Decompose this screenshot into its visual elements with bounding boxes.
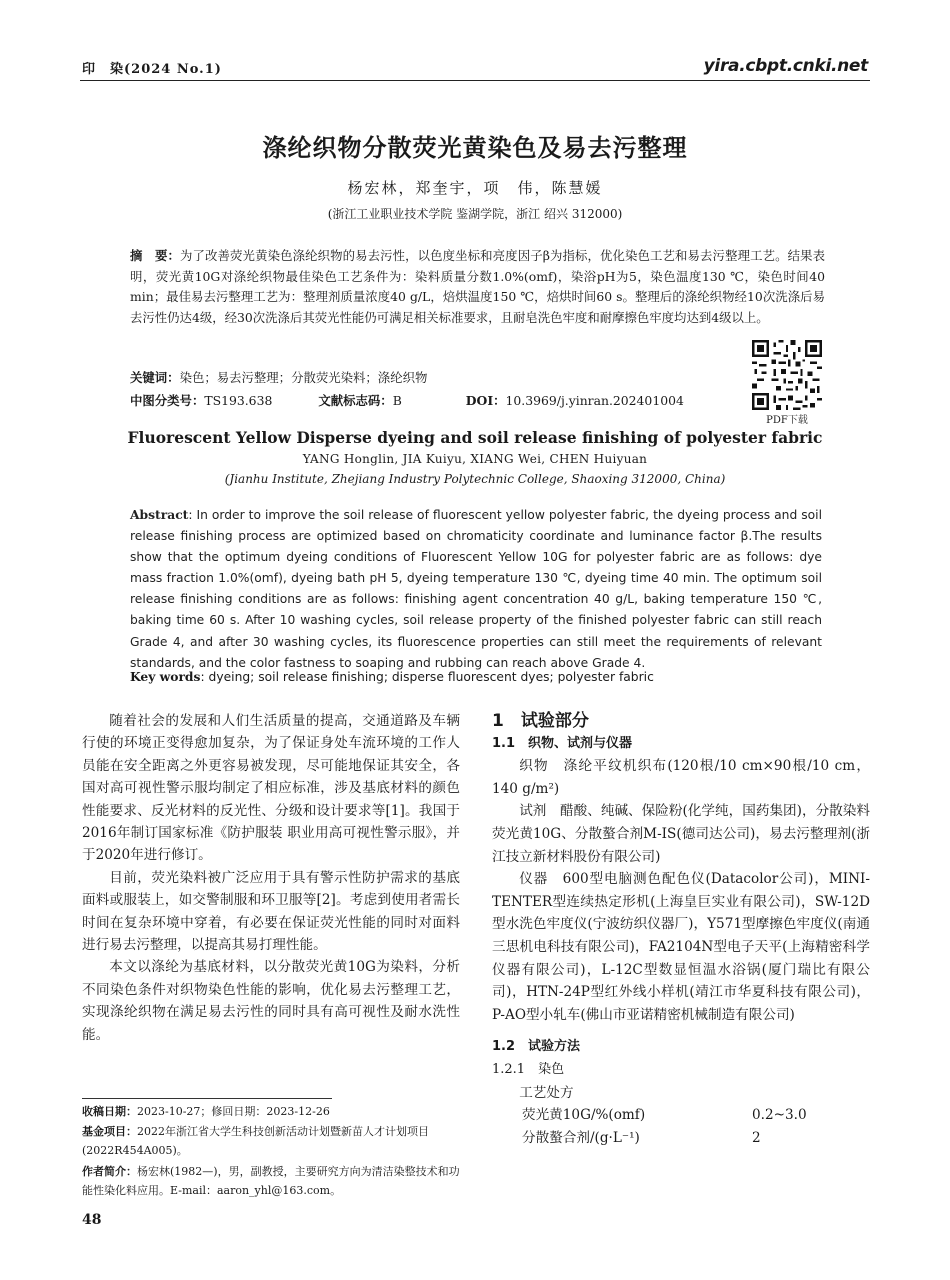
- english-affiliation: (Jianhu Institute, Zhejiang Industry Polytechnic College, Shaoxing 312000, China): [224, 472, 726, 486]
- author-bio-text: 杨宏林(1982—)，男，副教授，主要研究方向为清洁染整技术和功能性染化料应用。E-mail：aaron_yhl@163.com。: [82, 1165, 460, 1197]
- footnote-author: [82, 1162, 462, 1200]
- english-title: Fluorescent Yellow Disperse dyeing and soil release finishing of polyester fabric: [127, 428, 823, 447]
- received-label: 收稿日期：: [82, 1105, 137, 1118]
- subsubsection-heading: 1.2.1 染色: [492, 1061, 565, 1077]
- qr-code-icon[interactable]: [752, 340, 822, 410]
- recipe-row: [492, 1127, 870, 1150]
- received-text: 2023-10-27；修回日期：2023-12-26: [137, 1105, 330, 1118]
- affiliation: (浙江工业职业技术学院 鉴湖学院，浙江 绍兴 312000): [327, 207, 623, 221]
- recipe-value: 0.2~3.0: [752, 1107, 807, 1124]
- recipe-item: 荧光黄10G/%(omf): [522, 1107, 646, 1124]
- fund-label: 基金项目：: [82, 1125, 137, 1138]
- doc-code-label: 文献标志码：: [318, 393, 393, 408]
- author-bio-label: 作者简介：: [82, 1165, 137, 1178]
- recipe-item: 分散螯合剂/(g·L⁻¹): [522, 1129, 640, 1146]
- abstract-en-text: : In order to improve the soil release of fluorescent yellow polyester fabric, the dyeing process and soil release finishing process are optimized based on chromaticity coordinate and luminance factor β.The results show that the optimum dyeing conditions of Fluorescent Yellow 10G for polyester fabric are as follows: dye mass fraction 1.0%(omf), dyeing bath pH 5, dyeing temperature 130 ℃, dyeing time 40 min. The optimum soil release finishing conditions are as follows: finishing agent concentration 40 g/L, baking temperature 150 ℃, baking time 60 s. After 10 washing cycles, soil release property of the finished polyester fabric can still reach Grade 4, and after 30 washing cycles, its fluorescence properties can still meet the requirements of relevant standards, and the color fastness to soaping and rubbing can reach above Grade 4.: [130, 508, 822, 670]
- subsection-heading: 1.1 织物、试剂与仪器: [492, 735, 633, 751]
- methods-column: [492, 710, 870, 1149]
- footnote-received: [82, 1102, 462, 1121]
- clc-value: TS193.638: [204, 393, 273, 408]
- abstract-en-label: Abstract: [130, 507, 189, 522]
- keywords-zh-text: 染色；易去污整理；分散荧光染料；涤纶织物: [179, 370, 428, 385]
- fund-text: 2022年浙江省大学生科技创新活动计划暨新苗人才计划项目(2022R454A005)。: [82, 1125, 429, 1157]
- intro-paragraph: 目前，荧光染料被广泛应用于具有警示性防护需求的基底面料或服装上，如交警制服和环卫服等[2]。考虑到使用者需长时间在复杂环境中穿着，有必要在保证荧光性能的同时对面料进行易去污整理，以提高其易打理性能。: [82, 869, 460, 954]
- recipe-value: 2: [752, 1129, 761, 1146]
- abstract-en: [130, 504, 822, 674]
- journal-site[interactable]: yira.cbpt.cnki.net: [703, 56, 868, 76]
- english-authors: YANG Honglin, JIA Kuiyu, XIANG Wei, CHEN Huiyuan: [302, 452, 648, 466]
- subsection-heading: 1.2 试验方法: [492, 1039, 581, 1055]
- abstract-zh-text: 为了改善荧光黄染色涤纶织物的易去污性，以色度坐标和亮度因子β为指标，优化染色工艺和易去污整理工艺。结果表明，荧光黄10G对涤纶织物最佳染色工艺条件为：染料质量分数1.0%(omf)，染浴pH为5，染色温度130 ℃，染色时间40 min；最佳易去污整理工艺为：整理剂质量浓度40 g/L，焙烘温度150 ℃，焙烘时间60 s。整理后的涤纶织物经10次洗涤后易去污性仍达4级，经30次洗涤后其荧光性能仍可满足相关标准要求，且耐皂洗色牢度和耐摩擦色牢度均达到4级以上。: [130, 248, 825, 325]
- intro-paragraph: 本文以涤纶为基底材料，以分散荧光黄10G为染料，分析不同染色条件对织物染色性能的影响，优化易去污整理工艺，实现涤纶织物在满足易去污性的同时具有高可视性及耐水洗性能。: [82, 959, 460, 1043]
- doi-value[interactable]: 10.3969/j.yinran.202401004: [505, 393, 684, 408]
- doc-code-value: B: [392, 393, 402, 408]
- intro-paragraph: 随着社会的发展和人们生活质量的提高，交通道路及车辆行使的环境正变得愈加复杂，为了保证身处车流环境的工作人员能在安全距离之外更容易被发现，尽可能地保证其安全，各国对高可视性警示服均制定了相应标准，涉及基底材料的颜色性能要求、反光材料的反光性、分级和设计要求等[1]。我国于2016年制订国家标准《防护服装 职业用高可视性警示服》，并于2020年进行修订。: [82, 713, 460, 864]
- qr-label: PDF下载: [766, 415, 808, 426]
- fabric-paragraph: 织物 涤纶平纹机织布(120根/10 cm×90根/10 cm，140 g/m²): [492, 758, 870, 797]
- footnote-fund: [82, 1122, 462, 1160]
- keywords-zh-label: 关键词：: [130, 370, 180, 385]
- reagents-paragraph: 试剂 醋酸、纯碱、保险粉(化学纯，国药集团)，分散染料荧光黄10G、分散螯合剂M-IS(德司达公司)，易去污整理剂(浙江技立新材料股份有限公司): [492, 803, 870, 865]
- keywords-en-text: : dyeing; soil release finishing; disperse fluorescent dyes; polyester fabric: [200, 670, 654, 684]
- instruments-paragraph: 仪器 600型电脑测色配色仪(Datacolor公司)，MINI-TENTER型连续热定形机(上海皇巨实业有限公司)，SW-12D型水洗色牢度仪(宁波纺织仪器厂)，Y571型摩擦色牢度仪(南通三思机电科技有限公司)，FA2104N型电子天平(上海精密科学仪器有限公司)，L-12C型数显恒温水浴锅(厦门瑞比有限公司)，HTN-24P型红外线小样机(靖江市华夏科技有限公司)，P-AO型小轧车(佛山市亚诺精密机械制造有限公司): [492, 871, 870, 1023]
- intro-column: [82, 710, 460, 1046]
- abstract-zh-label: 摘 要：: [130, 248, 181, 263]
- recipe-row: [492, 1104, 870, 1127]
- section-heading: 1 试验部分: [492, 711, 589, 731]
- page-number: 48: [82, 1212, 102, 1228]
- classification-line: [130, 391, 730, 409]
- clc-label: 中图分类号：: [130, 393, 205, 408]
- abstract-zh: [130, 246, 825, 328]
- journal-issue: 印 染(2024 No.1): [82, 62, 222, 77]
- doi-label: DOI：: [465, 393, 506, 408]
- keywords-en-label: Key words: [130, 669, 201, 684]
- header-rule: [80, 80, 870, 81]
- footnote-rule: [82, 1098, 332, 1099]
- keywords-en: [130, 669, 820, 684]
- paper-title: 涤纶织物分散荧光黄染色及易去污整理: [262, 134, 688, 162]
- recipe-title: 工艺处方: [519, 1084, 574, 1101]
- keywords-zh: [130, 368, 427, 386]
- authors: 杨宏林，郑奎宇，项 伟，陈慧媛: [347, 179, 603, 197]
